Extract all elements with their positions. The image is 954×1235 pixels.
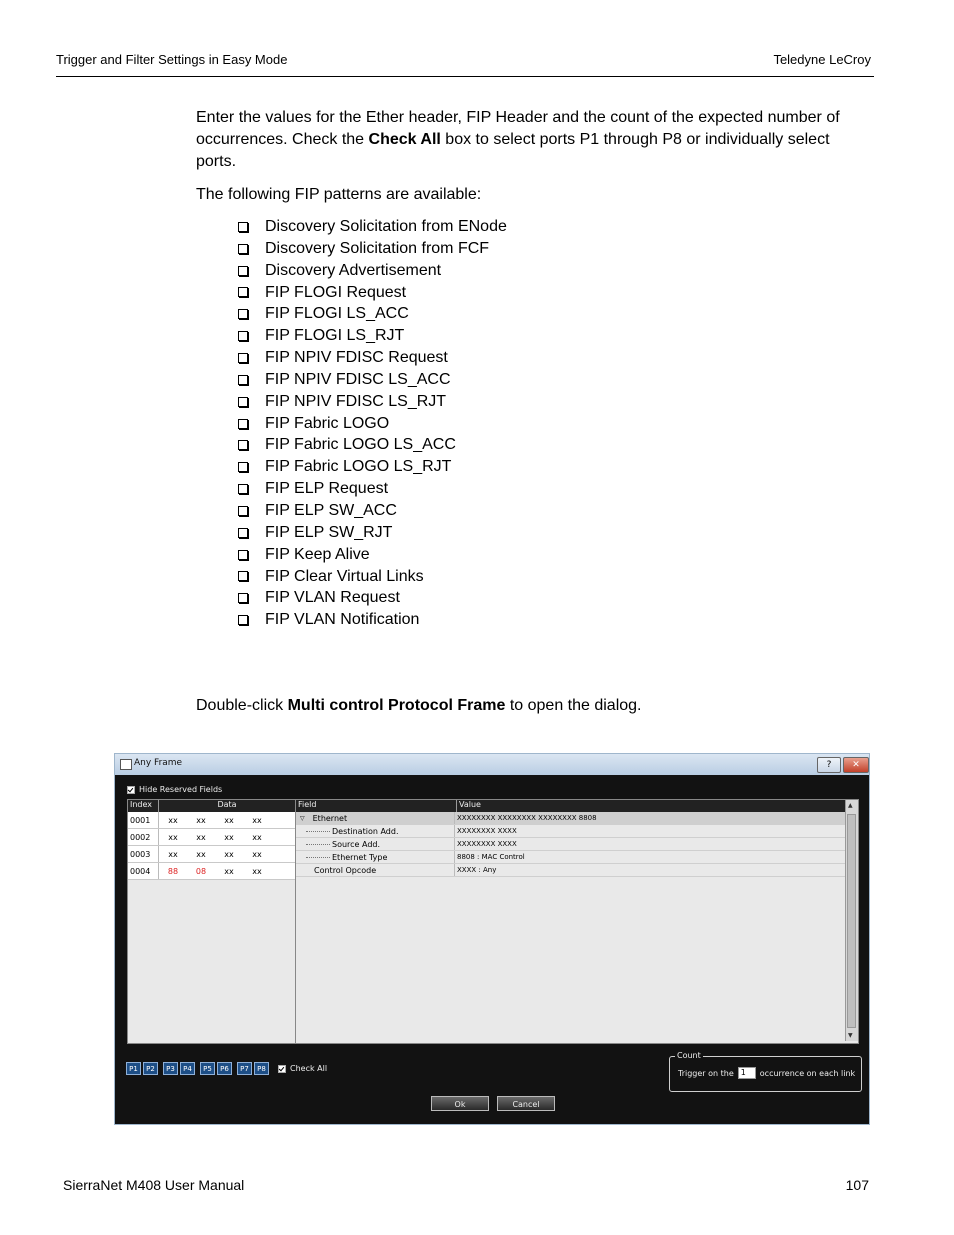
value-cell[interactable]: XXXX : Any xyxy=(457,866,497,874)
hide-reserved-label: Hide Reserved Fields xyxy=(139,785,223,794)
data-cell[interactable]: xx xyxy=(224,815,234,825)
port-button-p6[interactable]: P6 xyxy=(217,1062,232,1075)
tree-connector xyxy=(306,830,330,832)
checkbox-bullet-icon xyxy=(238,550,248,560)
patterns-intro: The following FIP patterns are available: xyxy=(196,186,482,203)
port-button-p4[interactable]: P4 xyxy=(180,1062,195,1075)
multi-control-term: Multi control Protocol Frame xyxy=(287,697,506,714)
table-row[interactable] xyxy=(128,846,295,863)
scroll-up-icon[interactable]: ▲ xyxy=(848,802,853,809)
index-cell: 0002 xyxy=(128,829,159,845)
checkbox-bullet-icon xyxy=(238,419,248,429)
list-item xyxy=(236,478,507,500)
table-row[interactable] xyxy=(296,812,848,825)
field-grid[interactable] xyxy=(295,799,859,1044)
data-cell[interactable]: xx xyxy=(252,866,262,876)
checkbox-bullet-icon xyxy=(238,266,248,276)
pattern-label: FIP Fabric LOGO LS_ACC xyxy=(265,436,456,454)
checkbox-bullet-icon xyxy=(238,309,248,319)
count-suffix: occurrence on each link xyxy=(759,1068,856,1078)
data-cell[interactable]: 88 xyxy=(167,866,179,876)
port-button-p8[interactable]: P8 xyxy=(254,1062,269,1075)
field-name: Source Add. xyxy=(332,839,381,849)
running-header-company: Teledyne LeCroy xyxy=(773,52,871,67)
checkbox-bullet-icon xyxy=(238,528,248,538)
checkbox-icon xyxy=(127,786,135,794)
port-buttons xyxy=(126,1062,274,1075)
dialog-title: Any Frame xyxy=(134,758,183,768)
index-column-header: Index xyxy=(128,800,159,812)
value-cell[interactable]: XXXXXXXX XXXXXXXX XXXXXXXX 8808 xyxy=(457,814,597,822)
data-cell[interactable]: xx xyxy=(252,832,262,842)
field-cell xyxy=(296,851,455,863)
port-button-p3[interactable]: P3 xyxy=(163,1062,178,1075)
field-cell xyxy=(296,825,455,837)
fip-pattern-list xyxy=(236,216,507,631)
instruction-paragraph xyxy=(196,695,871,717)
checkbox-bullet-icon xyxy=(238,397,248,407)
data-cell[interactable]: xx xyxy=(168,849,178,859)
data-cell[interactable]: xx xyxy=(224,849,234,859)
dialog-titlebar xyxy=(115,754,869,775)
list-item xyxy=(236,456,507,478)
field-name: Ethernet Type xyxy=(332,852,388,862)
intro-text-start: Enter the values for the Ether header, FIP Header and the count of the expected number of occurrences. Check the xyxy=(196,109,840,148)
close-button[interactable]: ✕ xyxy=(843,757,869,773)
field-cell xyxy=(296,864,455,876)
check-all-term: Check All xyxy=(368,131,441,148)
any-frame-dialog xyxy=(114,753,870,1125)
pattern-label: FIP NPIV FDISC LS_ACC xyxy=(265,370,451,388)
table-row[interactable] xyxy=(128,829,295,846)
field-cell xyxy=(296,838,455,850)
checkbox-bullet-icon xyxy=(238,462,248,472)
instruction-text-end: to open the dialog. xyxy=(505,697,642,714)
intro-text-end: box to select ports P1 through P8 or individually select ports. xyxy=(196,131,830,170)
header-rule xyxy=(56,76,874,77)
data-cell[interactable]: xx xyxy=(252,849,262,859)
list-item xyxy=(236,434,507,456)
list-item xyxy=(236,566,507,588)
pattern-label: FIP VLAN Request xyxy=(265,589,400,607)
table-row[interactable] xyxy=(296,825,848,838)
pattern-label: FIP FLOGI LS_ACC xyxy=(265,305,409,323)
list-item xyxy=(236,413,507,435)
data-grid[interactable] xyxy=(127,799,296,1044)
vertical-scrollbar[interactable] xyxy=(845,800,858,1041)
port-button-p7[interactable]: P7 xyxy=(237,1062,252,1075)
pattern-label: FIP FLOGI LS_RJT xyxy=(265,327,405,345)
field-grid-header xyxy=(296,800,848,812)
tree-connector xyxy=(306,843,330,845)
cancel-button[interactable]: Cancel xyxy=(497,1096,555,1111)
list-item xyxy=(236,369,507,391)
count-input[interactable]: 1 xyxy=(738,1067,756,1079)
checkbox-bullet-icon xyxy=(238,506,248,516)
pattern-label: Discovery Solicitation from ENode xyxy=(265,218,507,235)
table-row[interactable] xyxy=(296,864,848,877)
checkbox-bullet-icon xyxy=(238,331,248,341)
pattern-label: FIP NPIV FDISC Request xyxy=(265,349,448,367)
list-item xyxy=(236,303,507,325)
pattern-label: FIP Keep Alive xyxy=(265,545,370,563)
intro-paragraph xyxy=(196,107,871,173)
table-row[interactable] xyxy=(296,851,848,864)
checkbox-bullet-icon xyxy=(238,244,248,254)
port-button-p2[interactable]: P2 xyxy=(143,1062,158,1075)
list-item xyxy=(236,544,507,566)
pattern-label: Discovery Solicitation from FCF xyxy=(265,239,490,257)
page-number: 107 xyxy=(845,1177,869,1193)
checkbox-bullet-icon xyxy=(238,375,248,385)
window-icon xyxy=(120,759,132,770)
count-prefix: Trigger on the xyxy=(678,1068,734,1078)
field-column-header: Field xyxy=(296,800,457,812)
pattern-label: FIP FLOGI Request xyxy=(265,283,407,301)
check-all-label: Check All xyxy=(290,1064,328,1073)
port-button-p1[interactable]: P1 xyxy=(126,1062,141,1075)
value-cell[interactable]: 8808 : MAC Control xyxy=(457,853,525,861)
data-grid-rows xyxy=(128,812,295,880)
index-cell: 0003 xyxy=(128,846,159,862)
index-cell: 0004 xyxy=(128,863,159,879)
checkbox-bullet-icon xyxy=(238,353,248,363)
field-name: Ethernet xyxy=(312,813,348,823)
data-cell[interactable]: xx xyxy=(168,832,178,842)
count-group xyxy=(669,1051,862,1092)
hide-reserved-checkbox[interactable] xyxy=(127,785,222,794)
data-cell[interactable]: 08 xyxy=(195,866,207,876)
data-cell[interactable]: xx xyxy=(252,815,262,825)
list-item xyxy=(236,391,507,413)
port-button-p5[interactable]: P5 xyxy=(200,1062,215,1075)
value-cell[interactable]: XXXXXXXX XXXX xyxy=(457,840,517,848)
pattern-label: FIP Fabric LOGO LS_RJT xyxy=(265,458,452,476)
check-all-checkbox[interactable] xyxy=(278,1064,327,1073)
list-item xyxy=(236,216,507,238)
data-cell[interactable]: xx xyxy=(224,832,234,842)
index-cell: 0001 xyxy=(128,812,159,828)
checkbox-bullet-icon xyxy=(238,484,248,494)
value-cell[interactable]: XXXXXXXX XXXX xyxy=(457,827,517,835)
list-item xyxy=(236,325,507,347)
table-row[interactable] xyxy=(128,863,295,880)
count-legend: Count xyxy=(677,1051,701,1060)
list-item xyxy=(236,500,507,522)
count-row xyxy=(678,1067,855,1079)
data-cell[interactable]: xx xyxy=(196,832,206,842)
list-item xyxy=(236,282,507,304)
footer-manual-title: SierraNet M408 User Manual xyxy=(63,1177,245,1193)
checkbox-bullet-icon xyxy=(238,593,248,603)
checkbox-icon xyxy=(278,1065,286,1073)
table-row[interactable] xyxy=(128,812,295,829)
checkbox-bullet-icon xyxy=(238,615,248,625)
list-item xyxy=(236,587,507,609)
list-item xyxy=(236,609,507,631)
field-grid-rows xyxy=(296,812,858,877)
ok-button[interactable]: Ok xyxy=(431,1096,489,1111)
checkbox-bullet-icon xyxy=(238,571,248,581)
field-name: Control Opcode xyxy=(314,865,377,875)
pattern-label: FIP NPIV FDISC LS_RJT xyxy=(265,392,447,410)
pattern-label: FIP ELP SW_ACC xyxy=(265,501,397,519)
checkbox-bullet-icon xyxy=(238,440,248,450)
table-row[interactable] xyxy=(296,838,848,851)
field-cell xyxy=(296,812,455,824)
port-selector xyxy=(126,1062,327,1075)
checkbox-bullet-icon xyxy=(238,287,248,297)
list-item xyxy=(236,238,507,260)
tree-connector xyxy=(306,856,330,858)
instruction-text-start: Double-click xyxy=(196,697,288,714)
list-item xyxy=(236,522,507,544)
scroll-thumb[interactable] xyxy=(847,814,856,1028)
pattern-label: FIP ELP Request xyxy=(265,480,389,498)
pattern-label: FIP VLAN Notification xyxy=(265,611,420,629)
pattern-label: FIP Fabric LOGO xyxy=(265,414,390,432)
data-cell[interactable]: xx xyxy=(196,815,206,825)
help-button[interactable]: ? xyxy=(817,757,841,773)
data-grid-header xyxy=(128,800,295,812)
list-item xyxy=(236,347,507,369)
pattern-label: FIP ELP SW_RJT xyxy=(265,523,393,541)
pattern-label: FIP Clear Virtual Links xyxy=(265,567,424,585)
data-column-header: Data xyxy=(217,800,237,809)
data-cell[interactable]: xx xyxy=(224,866,234,876)
pattern-label: Discovery Advertisement xyxy=(265,261,442,279)
list-item xyxy=(236,260,507,282)
scroll-down-icon[interactable]: ▼ xyxy=(848,1032,853,1039)
checkbox-bullet-icon xyxy=(238,222,248,232)
data-cell[interactable]: xx xyxy=(196,849,206,859)
running-header-title: Trigger and Filter Settings in Easy Mode xyxy=(56,52,288,67)
value-column-header: Value xyxy=(459,800,481,809)
expand-toggle-icon[interactable]: ▽ xyxy=(300,814,305,822)
field-name: Destination Add. xyxy=(332,826,399,836)
data-cell[interactable]: xx xyxy=(168,815,178,825)
